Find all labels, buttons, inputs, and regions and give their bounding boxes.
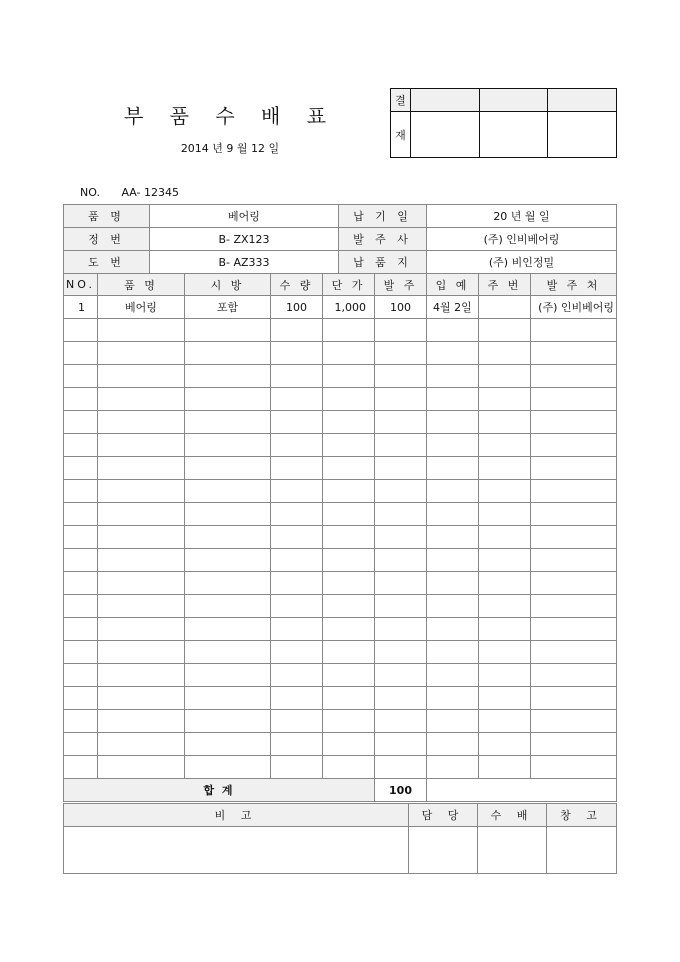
table-cell-empty[interactable] — [323, 388, 375, 411]
table-cell-empty[interactable] — [375, 618, 427, 641]
table-cell-empty[interactable] — [323, 710, 375, 733]
approval-head-cell — [411, 89, 480, 112]
table-cell-empty[interactable] — [531, 480, 617, 503]
table-header-row — [64, 274, 617, 296]
doc-number-line — [80, 186, 179, 199]
table-cell-empty[interactable] — [323, 572, 375, 595]
table-cell-empty[interactable] — [531, 549, 617, 572]
table-cell-empty[interactable] — [531, 457, 617, 480]
table-cell-empty[interactable] — [531, 342, 617, 365]
column-header: 발 주 — [375, 274, 427, 296]
table-row-empty — [64, 664, 617, 687]
table-cell-empty[interactable] — [427, 365, 479, 388]
table-cell-empty[interactable] — [427, 434, 479, 457]
table-cell-empty[interactable] — [185, 388, 271, 411]
table-cell-empty[interactable] — [375, 733, 427, 756]
table-cell-empty[interactable] — [531, 388, 617, 411]
table-cell-empty[interactable] — [64, 710, 98, 733]
table-cell-empty[interactable] — [531, 411, 617, 434]
table-cell-empty[interactable] — [479, 549, 531, 572]
table-cell-empty[interactable] — [185, 664, 271, 687]
table-row-empty — [64, 687, 617, 710]
table-cell-empty[interactable] — [271, 319, 323, 342]
total-label: 합 계 — [64, 779, 375, 802]
table-row-empty — [64, 319, 617, 342]
approval-box — [390, 88, 617, 158]
table-row-empty — [64, 457, 617, 480]
info-label: 정 번 — [64, 228, 150, 251]
table-cell-empty[interactable] — [531, 641, 617, 664]
table-cell-empty[interactable] — [323, 549, 375, 572]
table-cell-empty[interactable] — [479, 641, 531, 664]
table-cell-empty[interactable] — [185, 549, 271, 572]
table-cell-empty[interactable] — [479, 710, 531, 733]
table-cell-empty[interactable] — [427, 319, 479, 342]
table-cell-empty[interactable] — [375, 526, 427, 549]
table-cell-empty[interactable] — [323, 411, 375, 434]
table-cell-empty[interactable] — [271, 618, 323, 641]
table-cell-empty[interactable] — [64, 733, 98, 756]
page-title: 부 품 수 배 표 — [123, 104, 337, 128]
approval-sign-cell[interactable] — [411, 112, 480, 158]
table-cell-empty[interactable] — [427, 411, 479, 434]
table-cell-empty[interactable] — [375, 710, 427, 733]
table-cell-empty[interactable] — [98, 526, 185, 549]
column-header: 시 방 — [185, 274, 271, 296]
info-value: B- AZ333 — [150, 251, 339, 274]
table-cell-empty[interactable] — [185, 342, 271, 365]
table-cell-empty[interactable] — [427, 572, 479, 595]
table-cell-empty[interactable] — [479, 756, 531, 779]
column-header: 주 번 — [479, 274, 531, 296]
doc-number: AA- 12345 — [121, 186, 180, 199]
table-cell-empty[interactable] — [427, 457, 479, 480]
table-cell-empty[interactable] — [375, 756, 427, 779]
table-cell-empty[interactable] — [427, 687, 479, 710]
row-qty: 100 — [271, 296, 323, 319]
parts-table — [63, 273, 617, 802]
table-row-empty — [64, 549, 617, 572]
table-cell-empty[interactable] — [64, 664, 98, 687]
table-cell-empty[interactable] — [64, 434, 98, 457]
table-cell-empty[interactable] — [98, 411, 185, 434]
table-row-empty — [64, 388, 617, 411]
warehouse-sign-field[interactable] — [547, 827, 617, 874]
table-cell-empty[interactable] — [185, 365, 271, 388]
table-cell-empty[interactable] — [323, 480, 375, 503]
remarks-field[interactable] — [64, 827, 409, 874]
table-cell-empty[interactable] — [375, 411, 427, 434]
row-order: 100 — [375, 296, 427, 319]
row-spec: 포함 — [185, 296, 271, 319]
table-cell-empty[interactable] — [185, 756, 271, 779]
table-cell-empty[interactable] — [271, 687, 323, 710]
table-cell-empty[interactable] — [271, 365, 323, 388]
table-cell-empty[interactable] — [531, 733, 617, 756]
table-cell-empty[interactable] — [185, 710, 271, 733]
table-cell-empty[interactable] — [64, 687, 98, 710]
table-cell-empty[interactable] — [427, 733, 479, 756]
column-header: 발 주 처 — [531, 274, 617, 296]
info-row — [64, 205, 617, 228]
table-cell-empty[interactable] — [64, 365, 98, 388]
table-cell-empty[interactable] — [375, 388, 427, 411]
table-cell-empty[interactable] — [375, 480, 427, 503]
table-cell-empty[interactable] — [98, 457, 185, 480]
info-table — [63, 204, 617, 274]
table-cell-empty[interactable] — [64, 388, 98, 411]
table-cell-empty[interactable] — [64, 549, 98, 572]
table-cell-empty[interactable] — [375, 457, 427, 480]
table-cell-empty[interactable] — [98, 756, 185, 779]
table-cell-empty[interactable] — [479, 365, 531, 388]
table-cell-empty[interactable] — [271, 710, 323, 733]
arrange-header: 수 배 — [478, 804, 547, 827]
table-cell-empty[interactable] — [64, 595, 98, 618]
table-cell-empty[interactable] — [323, 457, 375, 480]
row-due: 4월 2일 — [427, 296, 479, 319]
info-value: (주) 인비베어링 — [427, 228, 617, 251]
table-cell-empty[interactable] — [479, 595, 531, 618]
column-header: 입 예 — [427, 274, 479, 296]
table-cell-empty[interactable] — [427, 756, 479, 779]
table-cell-empty[interactable] — [427, 480, 479, 503]
table-cell-empty[interactable] — [98, 319, 185, 342]
info-label: 납 기 일 — [339, 205, 427, 228]
row-no: 1 — [64, 296, 98, 319]
table-cell-empty[interactable] — [375, 595, 427, 618]
table-cell-empty[interactable] — [271, 595, 323, 618]
table-cell-empty[interactable] — [323, 342, 375, 365]
table-cell-empty[interactable] — [479, 480, 531, 503]
table-cell-empty[interactable] — [271, 572, 323, 595]
table-cell-empty[interactable] — [98, 365, 185, 388]
table-cell-empty[interactable] — [427, 664, 479, 687]
remarks-header: 비 고 — [64, 804, 409, 827]
table-cell-empty[interactable] — [185, 319, 271, 342]
info-label: 도 번 — [64, 251, 150, 274]
table-row-empty — [64, 641, 617, 664]
table-cell-empty[interactable] — [375, 549, 427, 572]
table-cell-empty[interactable] — [98, 618, 185, 641]
table-cell-empty[interactable] — [98, 710, 185, 733]
table-cell-empty[interactable] — [375, 664, 427, 687]
total-value: 100 — [375, 779, 427, 802]
total-row — [64, 779, 617, 802]
table-row-empty — [64, 572, 617, 595]
table-cell-empty[interactable] — [323, 365, 375, 388]
table-cell-empty[interactable] — [185, 434, 271, 457]
table-cell-empty[interactable] — [479, 411, 531, 434]
table-cell-empty[interactable] — [531, 710, 617, 733]
table-cell-empty[interactable] — [427, 526, 479, 549]
table-cell-empty[interactable] — [427, 595, 479, 618]
info-value: 베어링 — [150, 205, 339, 228]
table-row — [64, 296, 617, 319]
table-cell-empty[interactable] — [375, 342, 427, 365]
table-cell-empty[interactable] — [323, 618, 375, 641]
table-cell-empty[interactable] — [98, 549, 185, 572]
table-cell-empty[interactable] — [98, 733, 185, 756]
table-cell-empty[interactable] — [479, 434, 531, 457]
table-cell-empty[interactable] — [64, 319, 98, 342]
table-cell-empty[interactable] — [479, 687, 531, 710]
table-cell-empty[interactable] — [64, 572, 98, 595]
table-cell-empty[interactable] — [185, 618, 271, 641]
table-cell-empty[interactable] — [479, 572, 531, 595]
table-cell-empty[interactable] — [427, 710, 479, 733]
table-cell-empty[interactable] — [531, 526, 617, 549]
table-cell-empty[interactable] — [531, 572, 617, 595]
row-week — [479, 296, 531, 319]
info-value: 20 년 월 일 — [427, 205, 617, 228]
table-cell-empty[interactable] — [271, 457, 323, 480]
table-cell-empty[interactable] — [531, 664, 617, 687]
table-cell-empty[interactable] — [531, 434, 617, 457]
approval-sign-cell[interactable] — [479, 112, 548, 158]
footer-table — [63, 803, 617, 874]
table-cell-empty[interactable] — [479, 664, 531, 687]
table-row-empty — [64, 411, 617, 434]
table-row-empty — [64, 526, 617, 549]
table-row-empty — [64, 618, 617, 641]
table-cell-empty[interactable] — [531, 756, 617, 779]
table-cell-empty[interactable] — [323, 526, 375, 549]
table-cell-empty[interactable] — [323, 319, 375, 342]
table-cell-empty[interactable] — [98, 503, 185, 526]
table-cell-empty[interactable] — [427, 618, 479, 641]
table-cell-empty[interactable] — [271, 434, 323, 457]
table-cell-empty[interactable] — [375, 365, 427, 388]
table-cell-empty[interactable] — [64, 756, 98, 779]
table-cell-empty[interactable] — [185, 480, 271, 503]
table-cell-empty[interactable] — [427, 342, 479, 365]
table-cell-empty[interactable] — [185, 595, 271, 618]
table-cell-empty[interactable] — [323, 733, 375, 756]
table-row-empty — [64, 434, 617, 457]
approval-head-cell — [479, 89, 548, 112]
table-cell-empty[interactable] — [98, 641, 185, 664]
table-cell-empty[interactable] — [64, 618, 98, 641]
total-blank — [427, 779, 617, 802]
table-cell-empty[interactable] — [98, 342, 185, 365]
table-cell-empty[interactable] — [427, 549, 479, 572]
table-cell-empty[interactable] — [271, 411, 323, 434]
table-cell-empty[interactable] — [64, 411, 98, 434]
table-cell-empty[interactable] — [185, 572, 271, 595]
table-cell-empty[interactable] — [98, 434, 185, 457]
table-cell-empty[interactable] — [323, 434, 375, 457]
column-header: 품 명 — [98, 274, 185, 296]
table-row-empty — [64, 365, 617, 388]
table-cell-empty[interactable] — [479, 733, 531, 756]
table-cell-empty[interactable] — [98, 388, 185, 411]
table-cell-empty[interactable] — [98, 664, 185, 687]
table-cell-empty[interactable] — [64, 457, 98, 480]
table-cell-empty[interactable] — [271, 480, 323, 503]
table-cell-empty[interactable] — [64, 480, 98, 503]
table-cell-empty[interactable] — [531, 503, 617, 526]
row-supplier: (주) 인비베어링 — [531, 296, 617, 319]
table-cell-empty[interactable] — [185, 733, 271, 756]
table-cell-empty[interactable] — [185, 641, 271, 664]
column-header: 단 가 — [323, 274, 375, 296]
table-cell-empty[interactable] — [427, 388, 479, 411]
table-cell-empty[interactable] — [64, 342, 98, 365]
table-cell-empty[interactable] — [185, 457, 271, 480]
table-cell-empty[interactable] — [98, 687, 185, 710]
doc-number-label: NO. — [80, 186, 100, 199]
row-unit-price: 1,000 — [323, 296, 375, 319]
table-cell-empty[interactable] — [479, 503, 531, 526]
table-row-empty — [64, 733, 617, 756]
table-cell-empty[interactable] — [479, 526, 531, 549]
info-label: 납 품 지 — [339, 251, 427, 274]
info-label: 발 주 사 — [339, 228, 427, 251]
table-cell-empty[interactable] — [375, 687, 427, 710]
row-name: 베어링 — [98, 296, 185, 319]
issue-date: 2014 년 9 월 12 일 — [180, 142, 280, 155]
table-row-empty — [64, 342, 617, 365]
info-row — [64, 228, 617, 251]
approval-sign-cell[interactable] — [548, 112, 617, 158]
table-cell-empty[interactable] — [271, 756, 323, 779]
table-cell-empty[interactable] — [271, 526, 323, 549]
info-value: (주) 비인정밀 — [427, 251, 617, 274]
table-cell-empty[interactable] — [479, 618, 531, 641]
charge-sign-field[interactable] — [409, 827, 478, 874]
table-cell-empty[interactable] — [64, 641, 98, 664]
table-cell-empty[interactable] — [531, 319, 617, 342]
table-cell-empty[interactable] — [479, 388, 531, 411]
warehouse-header: 창 고 — [547, 804, 617, 827]
table-cell-empty[interactable] — [185, 503, 271, 526]
table-cell-empty[interactable] — [271, 549, 323, 572]
table-cell-empty[interactable] — [479, 319, 531, 342]
info-value: B- ZX123 — [150, 228, 339, 251]
table-cell-empty[interactable] — [479, 342, 531, 365]
table-cell-empty[interactable] — [271, 641, 323, 664]
approval-head-cell — [548, 89, 617, 112]
table-cell-empty[interactable] — [271, 503, 323, 526]
table-cell-empty[interactable] — [531, 618, 617, 641]
arrange-sign-field[interactable] — [478, 827, 547, 874]
table-cell-empty[interactable] — [185, 687, 271, 710]
table-cell-empty[interactable] — [531, 365, 617, 388]
table-row-empty — [64, 756, 617, 779]
table-cell-empty[interactable] — [531, 595, 617, 618]
table-row-empty — [64, 710, 617, 733]
table-cell-empty[interactable] — [323, 641, 375, 664]
table-cell-empty[interactable] — [323, 503, 375, 526]
table-row-empty — [64, 595, 617, 618]
table-cell-empty[interactable] — [185, 411, 271, 434]
column-header: 수 량 — [271, 274, 323, 296]
table-cell-empty[interactable] — [375, 641, 427, 664]
approval-label-bottom: 재 — [391, 112, 411, 158]
table-cell-empty[interactable] — [323, 664, 375, 687]
table-cell-empty[interactable] — [375, 503, 427, 526]
table-cell-empty[interactable] — [323, 756, 375, 779]
info-row — [64, 251, 617, 274]
table-cell-empty[interactable] — [427, 641, 479, 664]
table-cell-empty[interactable] — [185, 526, 271, 549]
table-cell-empty[interactable] — [479, 457, 531, 480]
table-cell-empty[interactable] — [64, 503, 98, 526]
table-row-empty — [64, 503, 617, 526]
approval-label-top: 결 — [391, 89, 411, 112]
table-cell-empty[interactable] — [271, 733, 323, 756]
charge-header: 담 당 — [409, 804, 478, 827]
table-cell-empty[interactable] — [271, 664, 323, 687]
table-row-empty — [64, 480, 617, 503]
table-cell-empty[interactable] — [271, 388, 323, 411]
table-cell-empty[interactable] — [375, 319, 427, 342]
table-cell-empty[interactable] — [98, 572, 185, 595]
table-cell-empty[interactable] — [64, 526, 98, 549]
table-cell-empty[interactable] — [98, 480, 185, 503]
table-cell-empty[interactable] — [375, 434, 427, 457]
column-header: NO. — [64, 274, 98, 296]
table-cell-empty[interactable] — [98, 595, 185, 618]
table-cell-empty[interactable] — [271, 342, 323, 365]
table-cell-empty[interactable] — [427, 503, 479, 526]
info-label: 품 명 — [64, 205, 150, 228]
table-cell-empty[interactable] — [375, 572, 427, 595]
table-cell-empty[interactable] — [323, 687, 375, 710]
table-cell-empty[interactable] — [531, 687, 617, 710]
table-cell-empty[interactable] — [323, 595, 375, 618]
